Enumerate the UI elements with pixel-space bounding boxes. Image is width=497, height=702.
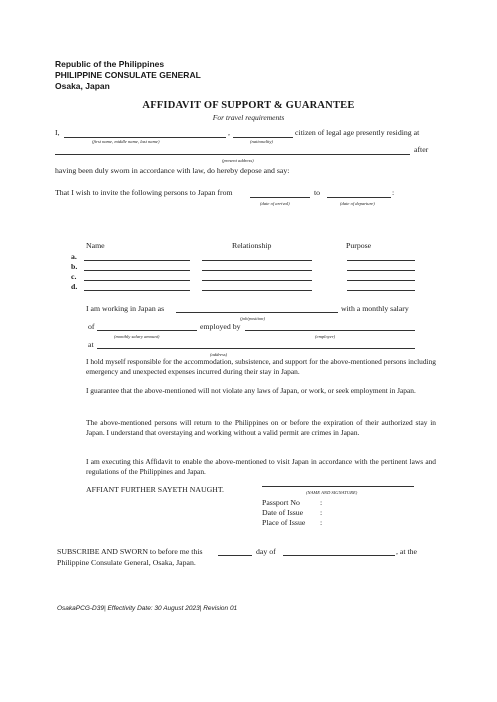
subscribe-at-the: , at the bbox=[396, 547, 417, 556]
invitee-a-name-field[interactable] bbox=[84, 260, 190, 261]
subscribe-day-field[interactable] bbox=[218, 555, 252, 556]
invitee-b-relationship-field[interactable] bbox=[202, 270, 312, 271]
paragraph-guarantee: I guarantee that the above-mentioned will not violate any laws of Japan, or work, or seek employment in Japan. bbox=[86, 386, 416, 395]
employer-field[interactable] bbox=[245, 330, 415, 331]
invite-colon: : bbox=[392, 188, 395, 197]
salary-amount-field[interactable] bbox=[97, 330, 197, 331]
form-footer: OsakaPCG-D39| Effectivity Date: 30 August 2023| Revision 01 bbox=[57, 605, 238, 612]
header-location: Osaka, Japan bbox=[55, 81, 110, 91]
row-label-d: d. bbox=[71, 282, 78, 291]
signature-field[interactable] bbox=[262, 486, 414, 487]
of-text: of bbox=[88, 322, 95, 331]
departure-caption: (date of departure) bbox=[340, 201, 375, 206]
address-field[interactable] bbox=[55, 154, 410, 155]
col-header-purpose: Purpose bbox=[346, 241, 372, 250]
invitee-b-name-field[interactable] bbox=[84, 270, 190, 271]
subscribe-location: Philippine Consulate General, Osaka, Japan. bbox=[57, 558, 196, 567]
paragraph-responsibility: I hold myself responsible for the accommodation, subsistence, and support for the above-mentioned persons including emergency and unexpected expenses incurred during their stay in Japan. bbox=[86, 357, 436, 376]
row-label-b: b. bbox=[71, 262, 78, 271]
invitee-d-purpose-field[interactable] bbox=[347, 290, 415, 291]
invitee-c-relationship-field[interactable] bbox=[202, 280, 312, 281]
position-field[interactable] bbox=[176, 312, 338, 313]
invitee-c-name-field[interactable] bbox=[84, 280, 190, 281]
col-header-name: Name bbox=[86, 241, 105, 250]
header-republic: Republic of the Philippines bbox=[55, 59, 165, 69]
date-issue-label: Date of Issue bbox=[262, 508, 304, 517]
paragraph-return: The above-mentioned persons will return to the Philippines on or before the expiration of their authorized stay in Japan. I understand that overstaying and working without a valid permit are crimes in Japan. bbox=[86, 418, 436, 437]
date-issue-colon: : bbox=[320, 508, 323, 517]
address-caption: (present address) bbox=[222, 158, 254, 163]
salary-text: with a monthly salary bbox=[341, 304, 409, 313]
invitee-a-relationship-field[interactable] bbox=[202, 260, 312, 261]
employer-caption: (employer) bbox=[315, 334, 336, 339]
place-issue-label: Place of Issue bbox=[262, 518, 306, 527]
affiant-closing: AFFIANT FURTHER SAYETH NAUGHT. bbox=[86, 485, 225, 494]
nationality-field[interactable] bbox=[233, 137, 293, 138]
passport-colon: : bbox=[320, 498, 323, 507]
row-label-c: c. bbox=[71, 272, 77, 281]
name-field[interactable] bbox=[64, 137, 226, 138]
paragraph-executing: I am executing this Affidavit to enable the above-mentioned to visit Japan in accordance with the pertinent laws and regulations of the Philippines and Japan. bbox=[86, 457, 436, 476]
row-label-a: a. bbox=[71, 252, 77, 261]
name-caption: (first name, middle name, last name) bbox=[92, 139, 160, 144]
subscribe-text: SUBSCRIBE AND SWORN to before me this bbox=[57, 547, 203, 556]
sworn-text: having been duly sworn in accordance with law, do hereby depose and say: bbox=[55, 166, 290, 175]
arrival-caption: (date of arrival) bbox=[260, 201, 290, 206]
intro-citizen-text: citizen of legal age presently residing at bbox=[295, 128, 420, 137]
departure-date-field[interactable] bbox=[327, 197, 391, 198]
intro-comma: , bbox=[228, 128, 230, 137]
invitee-a-purpose-field[interactable] bbox=[347, 260, 415, 261]
arrival-date-field[interactable] bbox=[250, 197, 310, 198]
employer-address-field[interactable] bbox=[97, 348, 415, 349]
signature-caption: (NAME AND SIGNATURE) bbox=[306, 490, 358, 495]
col-header-relationship: Relationship bbox=[232, 241, 272, 250]
place-issue-colon: : bbox=[320, 518, 323, 527]
employed-by-text: employed by bbox=[200, 322, 241, 331]
invitee-d-relationship-field[interactable] bbox=[202, 290, 312, 291]
page-subtitle: For travel requirements bbox=[212, 113, 285, 122]
passport-label: Passport No bbox=[262, 498, 300, 507]
invitee-d-name-field[interactable] bbox=[84, 290, 190, 291]
invitee-c-purpose-field[interactable] bbox=[347, 280, 415, 281]
intro-after: after bbox=[414, 145, 429, 154]
subscribe-month-field[interactable] bbox=[283, 555, 395, 556]
position-caption: (job/position) bbox=[240, 316, 266, 321]
at-text: at bbox=[88, 340, 94, 349]
working-text: I am working in Japan as bbox=[86, 304, 165, 313]
page-title: AFFIDAVIT OF SUPPORT & GUARANTEE bbox=[142, 100, 355, 111]
header-consulate: PHILIPPINE CONSULATE GENERAL bbox=[55, 70, 201, 80]
invite-to: to bbox=[314, 188, 321, 197]
intro-i: I, bbox=[55, 128, 60, 137]
subscribe-day-of: day of bbox=[256, 547, 276, 556]
invite-text: That I wish to invite the following persons to Japan from bbox=[55, 188, 233, 197]
nationality-caption: (nationality) bbox=[250, 139, 273, 144]
invitee-b-purpose-field[interactable] bbox=[347, 270, 415, 271]
employer-address-caption: (address) bbox=[210, 352, 228, 357]
amount-caption: (monthly salary amount) bbox=[114, 334, 160, 339]
